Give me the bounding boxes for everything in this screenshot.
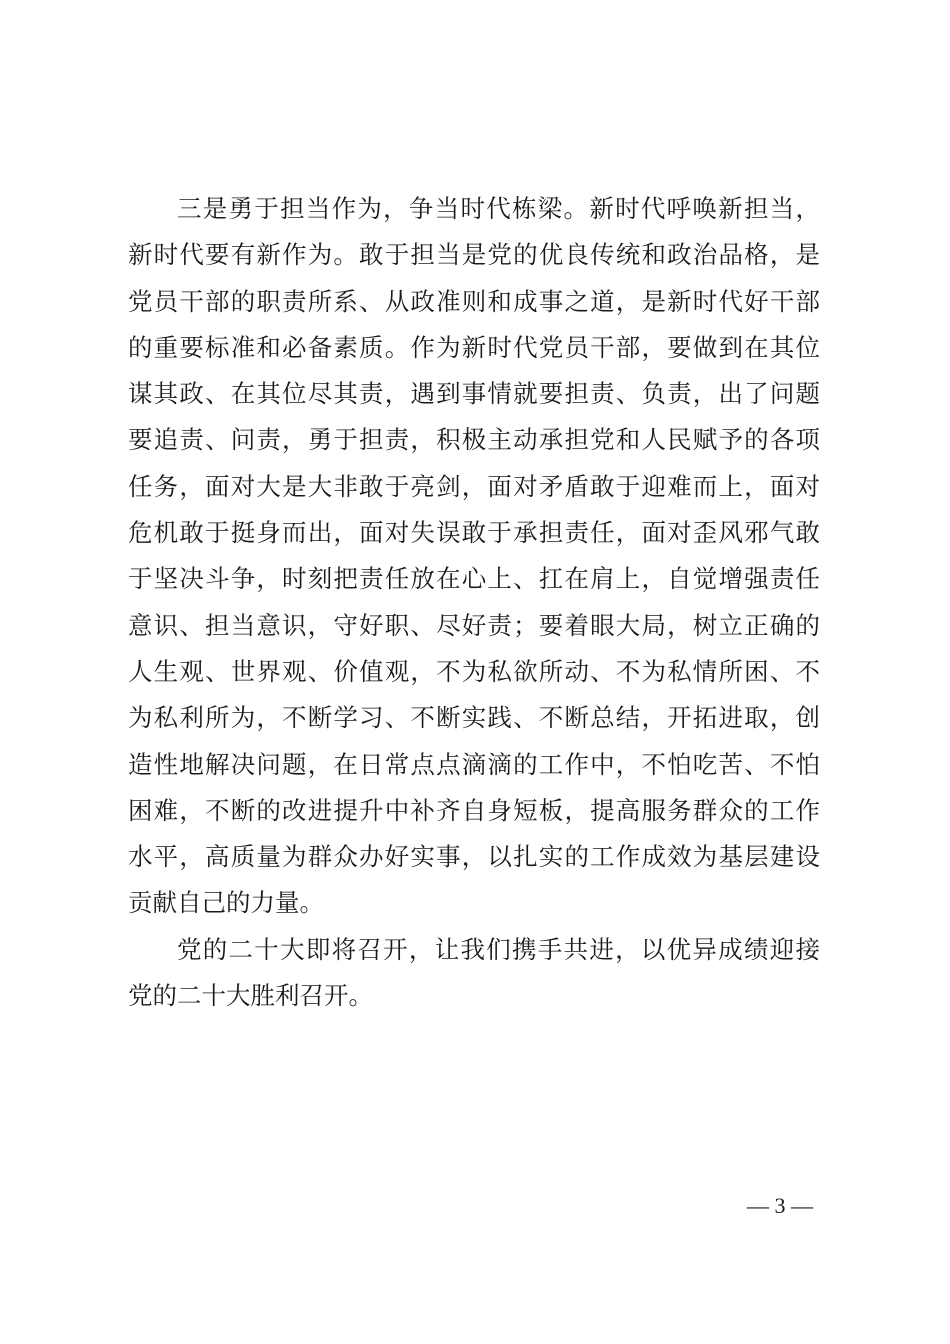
- paragraph-2-line-2: 党的二十大胜利召开。: [128, 981, 373, 1011]
- paragraph-1-line-10: 意识、担当意识，守好职、尽好责；要着眼大局，树立正确的: [128, 610, 820, 640]
- paragraph-1-line-2: 新时代要有新作为。敢于担当是党的优良传统和政治品格，是: [128, 240, 820, 270]
- paragraph-1-line-3: 党员干部的职责所系、从政准则和成事之道，是新时代好干部: [128, 286, 820, 316]
- paragraph-1-line-12: 为私利所为，不断学习、不断实践、不断总结，开拓进取，创: [128, 703, 820, 733]
- paragraph-1-line-8: 危机敢于挺身而出，面对失误敢于承担责任，面对歪风邪气敢: [128, 518, 820, 548]
- paragraph-1-line-14: 困难，不断的改进提升中补齐自身短板，提高服务群众的工作: [128, 795, 820, 825]
- paragraph-1-line-5: 谋其政、在其位尽其责，遇到事情就要担责、负责，出了问题: [128, 379, 820, 409]
- paragraph-2-line-1: 党的二十大即将召开，让我们携手共进，以优异成绩迎接: [177, 934, 820, 964]
- paragraph-1-line-9: 于坚决斗争，时刻把责任放在心上、扛在肩上，自觉增强责任: [128, 564, 820, 594]
- paragraph-1-line-13: 造性地解决问题，在日常点点滴滴的工作中，不怕吃苦、不怕: [128, 749, 820, 779]
- paragraph-1-line-16: 贡献自己的力量。: [128, 888, 324, 918]
- paragraph-1-line-11: 人生观、世界观、价值观，不为私欲所动、不为私情所困、不: [128, 656, 820, 686]
- page-number: — 3 —: [747, 1193, 813, 1218]
- document-body: [128, 186, 820, 1019]
- paragraph-1-line-4: 的重要标准和必备素质。作为新时代党员干部，要做到在其位: [128, 332, 820, 362]
- paragraph-1-line-6: 要追责、问责，勇于担责，积极主动承担党和人民赋予的各项: [128, 425, 820, 455]
- paragraph-1-line-15: 水平，高质量为群众办好实事，以扎实的工作成效为基层建设: [128, 842, 820, 872]
- paragraph-1-line-7: 任务，面对大是大非敢于亮剑，面对矛盾敢于迎难而上，面对: [128, 471, 820, 501]
- paragraph-1-line-1: 三是勇于担当作为，争当时代栋梁。新时代呼唤新担当，: [177, 194, 820, 223]
